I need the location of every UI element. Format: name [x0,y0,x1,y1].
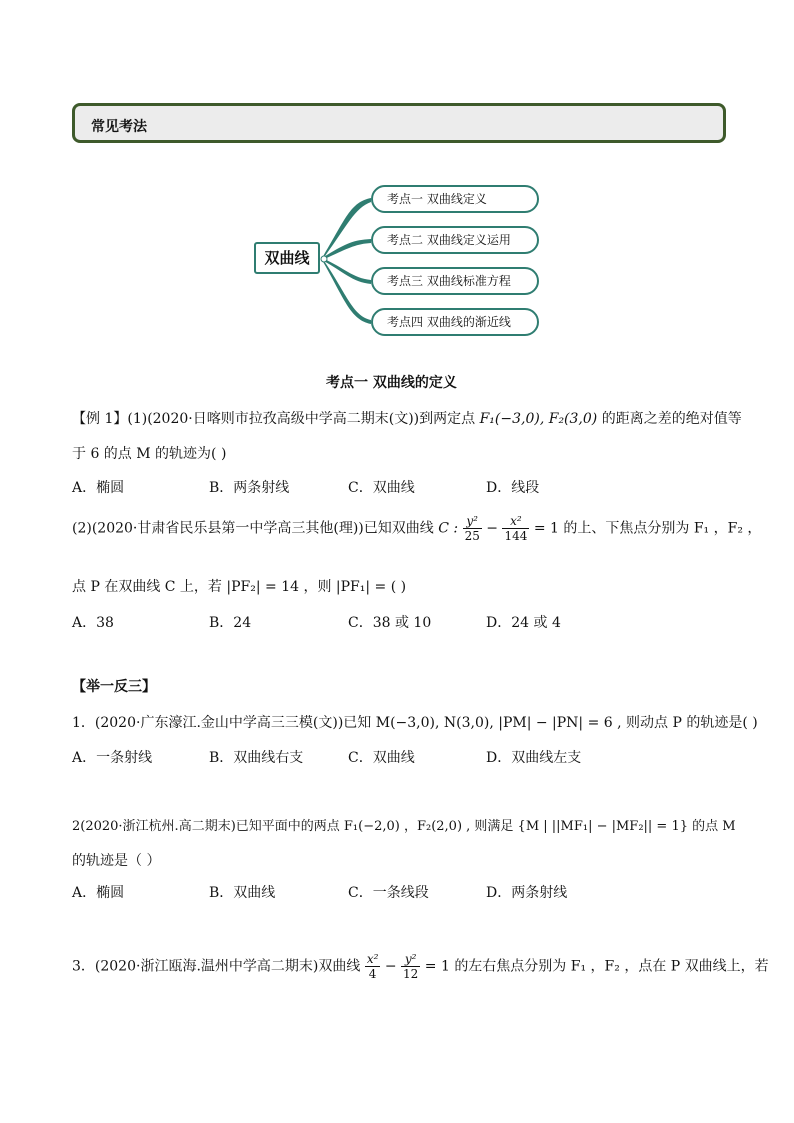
fraction-denominator: 144 [504,529,528,543]
equation-tail: = 1 [533,520,559,537]
practice-q3 [72,952,769,981]
example1-part2-prefix: (2)(2020·甘肃省民乐县第一中学高三其他(理))已知双曲线 [72,520,434,537]
example1-part2-line1 [72,514,761,543]
fraction-x2-144 [502,514,529,543]
fraction-numerator: y² [404,952,417,966]
practice-q3-prefix: 3．(2020·浙江瓯海.温州中学高二期末)双曲线 [72,958,361,975]
example1-part2-option-d: D．24 或 4 [486,615,561,631]
practice-q1: 1．(2020·广东濠江.金山中学高三三模(文))已知 M(−3,0), N(3,0), |PM| − |PN| = 6 , 则动点 P 的轨迹是( ) [72,715,758,731]
section-title: 考点一 双曲线的定义 [326,375,457,391]
example1-part1-suffix: 的距离之差的绝对值等 [601,411,742,427]
equation-lead: C : [438,520,459,537]
example1-part1-option-d: D．线段 [486,480,540,496]
practice-q1-option-c: C．双曲线 [348,750,415,766]
example1-part1-prefix: 【例 1】(1)(2020·日喀则市拉孜高级中学高二期末(文))到两定点 [72,411,476,427]
section-header-title: 常见考法 [91,119,147,135]
section-header [72,103,726,143]
example1-part1-option-a: A．椭圆 [72,480,125,496]
mindmap-node-4: 考点四 双曲线的渐近线 [371,308,539,336]
equation-tail: = 1 [424,958,450,975]
example1-part2-option-b: B．24 [209,615,252,631]
mindmap-root: 双曲线 [254,242,320,274]
mindmap-node-2: 考点二 双曲线定义运用 [371,226,539,254]
mindmap [250,180,550,340]
example1-part2-suffix: 的上、下焦点分别为 F₁ ，F₂ ， [563,520,762,537]
fraction-denominator: 25 [464,529,480,543]
fraction-numerator: x² [366,952,379,966]
fraction-x2-4 [365,952,381,981]
fraction-numerator: y² [466,514,478,528]
practice-q2-option-c: C．一条线段 [348,885,429,901]
fraction-y2-12 [401,952,420,981]
example1-part2-option-c: C．38 或 10 [348,615,432,631]
practice-q2: 2(2020·浙江杭州.高二期末)已知平面中的两点 F₁(−2,0) ，F₂(2,0) , 则满足 {M | ||MF₁| − |MF₂|| = 1} 的点 M [72,819,736,834]
practice-q3-suffix: 的左右焦点分别为 F₁ ，F₂ ，点在 P 双曲线上，若 [454,958,769,975]
practice-q2-option-b: B．双曲线 [209,885,276,901]
practice-q2-line2: 的轨迹是（ ） [72,853,161,869]
practice-q1-option-b: B．双曲线右支 [209,750,304,766]
practice-q1-option-a: A．一条射线 [72,750,153,766]
practice-q2-option-d: D．两条射线 [486,885,568,901]
fraction-denominator: 4 [368,967,377,981]
minus-sign: − [486,520,499,537]
mindmap-node-3: 考点三 双曲线标准方程 [371,267,539,295]
practice-title: 【举一反三】 [72,679,156,695]
example1-part1-option-c: C．双曲线 [348,480,415,496]
example1-part2-line2: 点 P 在双曲线 C 上，若 |PF₂| = 14 ，则 |PF₁| = ( ) [72,579,407,595]
example1-part1-points: F₁(−3,0), F₂(3,0) [479,411,598,427]
fraction-numerator: x² [510,514,522,528]
mindmap-node-1: 考点一 双曲线定义 [371,185,539,213]
example1-part1-option-b: B．两条射线 [209,480,290,496]
example1-part1-line2: 于 6 的点 M 的轨迹为( ) [72,446,227,462]
example1-part1-line1 [72,408,742,428]
example1-part2-option-a: A．38 [72,615,114,631]
minus-sign: − [384,958,397,975]
fraction-y2-25 [463,514,482,543]
practice-q1-option-d: D．双曲线左支 [486,750,582,766]
fraction-denominator: 12 [403,967,419,981]
practice-q2-option-a: A．椭圆 [72,885,125,901]
